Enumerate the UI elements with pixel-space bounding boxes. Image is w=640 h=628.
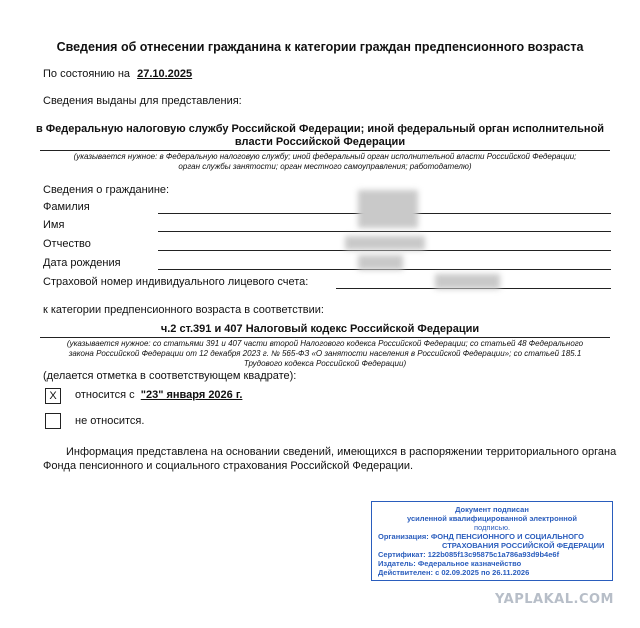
patronymic-label: Отчество [43,238,91,250]
info-line-1: Информация представлена на основании сведений, имеющихся в распоряжении территориального органа [66,446,617,458]
basis-value: ч.2 ст.391 и 407 Налоговый кодекс Российской Федерации [160,323,480,335]
applies-date: "23" января 2026 г. [140,389,243,401]
e-signature-stamp [371,501,613,581]
stamp-certificate: Сертификат: 122b085f13c95875c1a786a93d9b4e6f [378,550,560,559]
name-line [158,231,611,232]
snils-label: Страховой номер индивидуального лицевого счета: [43,276,309,288]
recipient-line-1: в Федеральную налоговую службу Российской Федерации; иной федеральный орган исполнительной [35,123,605,135]
document-title: Сведения об отнесении гражданина к категории граждан предпенсионного возраста [56,40,584,54]
stamp-organization-1: Организация: ФОНД ПЕНСИОННОГО И СОЦИАЛЬНОГО [378,532,584,541]
not-applies-text: не относится. [75,415,145,427]
recipient-line-2: власти Российской Федерации [234,136,406,148]
as-of-date: 27.10.2025 [137,68,193,80]
as-of-row [43,68,192,80]
applies-text: относится с [75,389,135,401]
category-label: к категории предпенсионного возраста в соответствии: [43,304,324,316]
recipient-underline [40,150,610,151]
basis-note-3: Трудового кодекса Российской Федерации) [243,359,407,368]
redacted-snils [435,274,500,289]
checkbox-instruction: (делается отметка в соответствующем квадрате): [43,370,297,382]
as-of-label: По состоянию на [43,68,131,80]
patronymic-line [158,250,611,251]
applies-checkbox[interactable]: X [45,388,61,404]
recipient-note-2: орган службы занятости; орган местного самоуправления; работодателю) [178,162,472,171]
stamp-validity: Действителен: с 02.09.2025 по 26.11.2026 [378,568,530,577]
redacted-surname-name [358,190,418,228]
stamp-heading-3: подписью. [473,523,511,532]
redacted-birthdate [358,255,403,270]
watermark: YAPLAKAL.COM [495,592,614,607]
issued-for-label: Сведения выданы для представления: [43,95,242,107]
basis-underline [40,337,610,338]
stamp-issuer: Издатель: Федеральное казначейство [378,559,522,568]
basis-note-1: (указывается нужное: со статьями 391 и 407 части второй Налогового кодекса Российской Федерации; со статьей 48 Федерального [66,339,584,348]
stamp-organization-2: СТРАХОВАНИЯ РОССИЙСКОЙ ФЕДЕРАЦИИ [442,541,605,550]
surname-label: Фамилия [43,201,90,213]
not-applies-checkbox[interactable] [45,413,61,429]
birthdate-label: Дата рождения [43,257,121,269]
stamp-heading-2: усиленной квалифицированной электронной [407,514,577,523]
citizen-header: Сведения о гражданине: [43,184,170,196]
basis-note-2: закона Российской Федерации от 12 декабря 2023 г. № 565-ФЗ «О занятости населения в Российской Федерации»; со статьей 185.1 [68,349,582,358]
info-line-2: Фонда пенсионного и социального страхования Российской Федерации. [43,460,414,472]
applies-row [75,389,242,401]
redacted-patronymic [345,236,425,250]
recipient-note-1: (указывается нужное: в Федеральную налоговую службу; иной федеральный орган исполнительной власти Российской Федерации; [73,152,577,161]
stamp-heading-1: Документ подписан [455,505,529,514]
name-label: Имя [43,219,65,231]
